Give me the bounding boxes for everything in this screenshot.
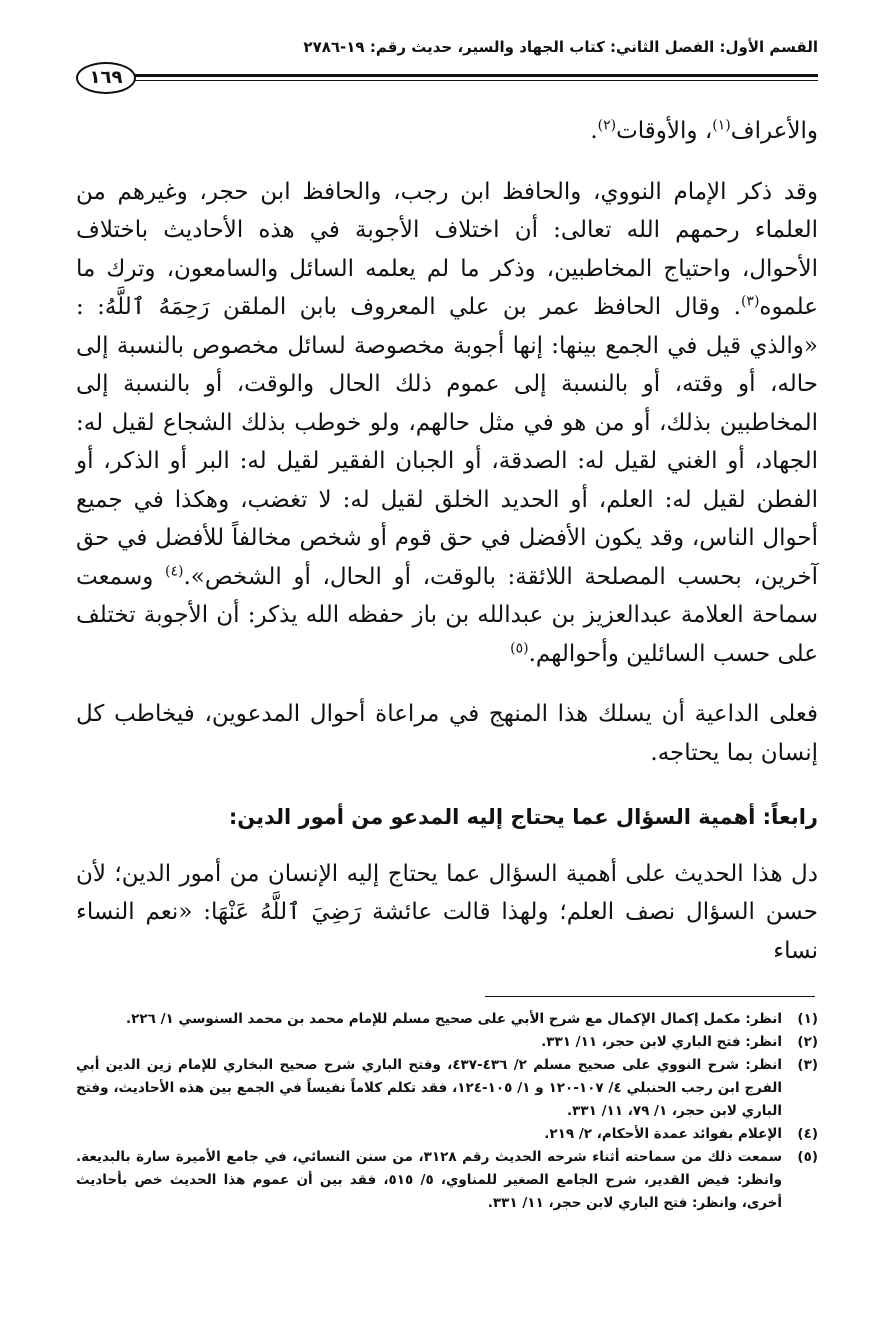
footnotes	[76, 1008, 818, 1215]
footnote-ref-4: (٤)	[164, 562, 184, 579]
p2-part-a: وقد ذكر الإمام النووي، والحافظ ابن رجب، والحافظ ابن حجر، وغيرهم من العلماء رحمهم الله تعالى: أن اختلاف الأجوبة في هذه الأحاديث باختلاف الأحوال، واحتياج المخاطبين، وذكر ما لم يعلمه السائل والسامعون، وترك ما علموه	[76, 178, 818, 320]
header-rule	[134, 74, 818, 77]
footnote-ref-1: (١)	[712, 117, 731, 134]
footnote-ref-5: (٥)	[510, 639, 529, 656]
footnote-ref-2: (٢)	[597, 117, 617, 134]
paragraph-1	[76, 112, 818, 151]
paragraph-3: فعلى الداعية أن يسلك هذا المنهج في مراعاة أحوال المدعوين، فيخاطب كل إنسان بما يحتاجه.	[76, 701, 818, 766]
p1-end: .	[590, 118, 598, 144]
footnote-text: سمعت ذلك من سماحته أثناء شرحه الحديث رقم ٣١٢٨، من سنن النسائي، في جامع الأميرة سارة بالبديعة. وانظر: فيض القدير، شرح الجامع الصغير للمناوي، ٥/ ٥١٥، فقد بين أن عموم هذا الحديث خص بأحاديث أخرى، وانظر: فتح الباري لابن حجر، ١١/ ٣٣١.	[76, 1149, 782, 1211]
footnote-number: (٤)	[797, 1126, 818, 1142]
p2-part-b: . وقال الحافظ عمر بن علي المعروف بابن الملقن رَحِمَهُ ٱللَّهُ: : «والذي قيل في الجمع بينها: إنها أجوبة مخصوصة لسائل مخصوص بالنسبة إلى حاله، أو وقته، أو بالنسبة إلى عموم ذلك الحال والوقت، أو بالنسبة إلى المخاطبين بذلك، أو من هو في مثل حالهم، ولو خوطب بذلك الشجاع لقيل له: الجهاد، أو الغني لقيل له: الصدقة، أو الجبان الفقير لقيل له: البر أو الذكر، أو الفطن لقيل له: العلم، أو الحديد الخلق لقيل له: لا تغضب، وهكذا في جميع أحوال الناس، وقد يكون الأفضل في حق قوم أو شخص مخالفاً للأفضل في حق آخرين، بحسب المصلحة اللائقة: بالوقت، أو الحال، أو الشخص».	[76, 294, 818, 590]
page-header	[76, 38, 818, 98]
p1-text: والأعراف	[730, 118, 818, 144]
header-rule-thin	[134, 80, 818, 81]
footnote-text: انظر: مكمل إكمال الإكمال مع شرح الأبي على صحيح مسلم للإمام محمد بن محمد السنوسي ١/ ٢٢٦.	[126, 1011, 782, 1027]
p2-part-c: وسمعت سماحة العلامة عبدالعزيز بن عبدالله بن باز حفظه الله يذكر: أن الأجوبة تختلف على حسب السائلين وأحوالهم.	[76, 563, 818, 667]
p1-mid: ، والأوقات	[616, 118, 713, 144]
footnote-number: (١)	[797, 1011, 818, 1027]
footnote-number: (٣)	[797, 1057, 818, 1073]
footnote-number: (٢)	[797, 1034, 818, 1050]
body-text	[76, 112, 818, 970]
page-number: ١٦٩	[76, 62, 136, 94]
footnote-text: انظر: فتح الباري لابن حجر، ١١/ ٣٣١.	[541, 1034, 782, 1050]
footnote-ref-3: (٣)	[740, 293, 760, 310]
section-heading: رابعاً: أهمية السؤال عما يحتاج إليه المدعو من أمور الدين:	[228, 805, 818, 829]
paragraph-2	[76, 173, 818, 674]
footnote-1	[76, 1008, 818, 1031]
footnote-text: انظر: شرح النووي على صحيح مسلم ٢/ ٤٣٦-٤٣٧، وفتح الباري شرح صحيح البخاري للإمام زين الدين أبي الفرج ابن رجب الحنبلي ٤/ ١٠٧-١٢٠ و ١/ ١٠٥-١٢٤، فقد تكلم كلاماً نفيساً في الجمع بين هذه الأحاديث، وفتح الباري لابن حجر، ١/ ٧٩، ١١/ ٣٣١.	[76, 1057, 782, 1119]
footnote-number: (٥)	[797, 1149, 818, 1165]
footnote-text: الإعلام بفوائد عمدة الأحكام، ٢/ ٢١٩.	[544, 1126, 782, 1142]
footnote-2	[76, 1031, 818, 1054]
footnote-3	[76, 1054, 818, 1123]
footnote-5	[76, 1146, 818, 1215]
footnote-separator	[485, 996, 815, 997]
paragraph-4: دل هذا الحديث على أهمية السؤال عما يحتاج إليه الإنسان من أمور الدين؛ لأن حسن السؤال نصف العلم؛ ولهذا قالت عائشة رَضِيَ ٱللَّهُ عَنْهَا: «نعم النساء نساء	[76, 860, 818, 964]
footnote-4	[76, 1123, 818, 1146]
running-header-title: القسم الأول: الفصل الثاني: كتاب الجهاد والسير، حديث رقم: ١٩-٢٧٨٦	[303, 38, 818, 56]
